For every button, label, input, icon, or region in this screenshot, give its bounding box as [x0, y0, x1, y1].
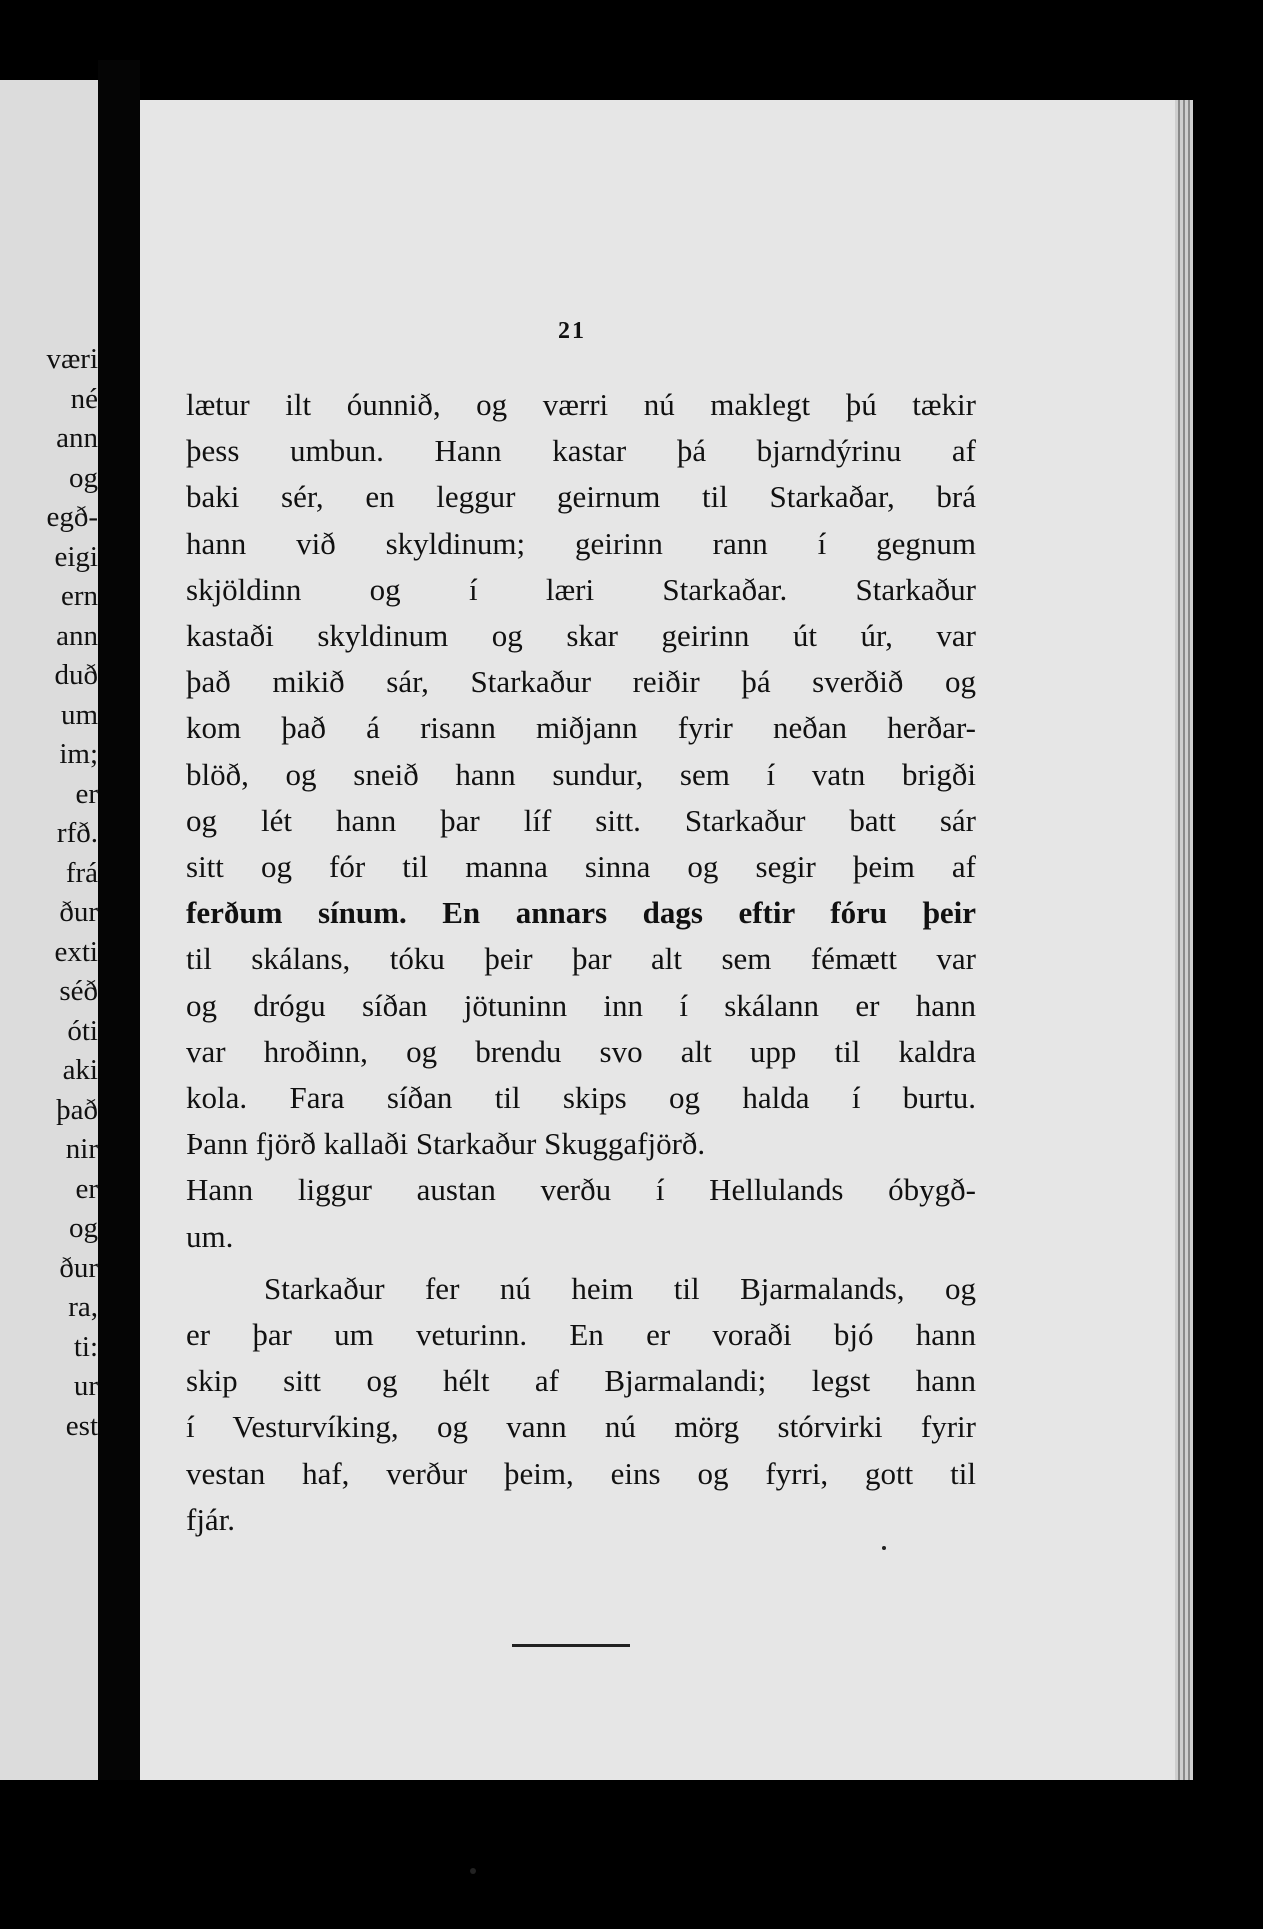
text-line: skip sitt og hélt af Bjarmalandi; legst hann [186, 1363, 976, 1399]
facing-page-fragment: est [65, 1409, 98, 1442]
facing-page-fragment: ður [59, 1251, 98, 1284]
text-line: kom það á risann miðjann fyrir neðan herðar- [186, 710, 976, 746]
facing-page-fragment: eigi [54, 540, 98, 573]
facing-page-fragment: og [69, 1212, 98, 1244]
facing-page-fragment: egð- [46, 501, 98, 533]
facing-page-fragment: rfð. [56, 817, 98, 849]
facing-page-fragment: það [56, 1093, 98, 1126]
facing-page-fragment: um [60, 698, 98, 731]
facing-page-fragment: er [75, 1172, 98, 1205]
text-line: þess umbun. Hann kastar þá bjarndýrinu af [186, 433, 976, 469]
facing-page-fragment: óti [67, 1014, 98, 1047]
facing-page-fragment: frá [65, 856, 98, 889]
text-line: hann við skyldinum; geirinn rann í gegnum [186, 525, 976, 561]
text-line: Starkaður fer nú heim til Bjarmalands, og [264, 1270, 976, 1306]
facing-page-fragment: ern [60, 580, 98, 612]
facing-page-fragment: ra, [68, 1291, 98, 1323]
facing-page-fragment: ður [59, 896, 98, 928]
facing-page-fragment: ur [73, 1370, 98, 1402]
facing-page-fragment: né [70, 382, 98, 415]
text-line: skjöldinn og í læri Starkaðar. Starkaður [186, 571, 976, 607]
text-line: Hann liggur austan verðu í Hellulands óbygð- [186, 1172, 976, 1208]
facing-page-fragment: im; [59, 738, 98, 770]
book-spine [98, 60, 140, 1780]
page-number: 21 [558, 318, 586, 344]
text-line: í Vesturvíking, og vann nú mörg stórvirki fyrir [186, 1409, 976, 1445]
page-edge [1175, 100, 1193, 1780]
facing-page-fragment: duð [54, 659, 98, 691]
text-line: kola. Fara síðan til skips og halda í burtu. [186, 1080, 976, 1115]
facing-page-fragment: ann [56, 619, 98, 652]
text-line: um. [186, 1218, 234, 1254]
text-line: var hroðinn, og brendu svo alt upp til kaldra [186, 1033, 976, 1069]
text-line: fjár. [186, 1501, 236, 1537]
facing-page-fragment: ti: [73, 1330, 98, 1363]
facing-page-fragment: nir [65, 1133, 98, 1165]
text-line: Þann fjörð kallaði Starkaður Skuggafjörð. [186, 1126, 706, 1162]
facing-page-fragment: er [75, 777, 98, 810]
ink-speck [470, 1868, 476, 1874]
facing-page-fragment: og [69, 461, 98, 494]
text-line: til skálans, tóku þeir þar alt sem fémætt var [186, 941, 976, 977]
text-line: ferðum sínum. En annars dags eftir fóru þeir [186, 895, 976, 931]
facing-page-fragment: séð [59, 975, 98, 1007]
text-line: það mikið sár, Starkaður reiðir þá sverðið og [186, 664, 976, 700]
text-line: blöð, og sneið hann sundur, sem í vatn brigði [186, 756, 976, 792]
facing-page-fragment: ann [56, 422, 98, 454]
facing-page-fragment: væri [46, 343, 98, 375]
text-line: er þar um veturinn. En er voraði bjó hann [186, 1317, 976, 1352]
section-divider [512, 1644, 630, 1647]
ink-speck [882, 1546, 886, 1550]
text-line: og lét hann þar líf sitt. Starkaður batt sár [186, 802, 976, 838]
text-line: kastaði skyldinum og skar geirinn út úr, var [186, 618, 976, 653]
facing-page-fragment: aki [62, 1054, 98, 1086]
facing-page-fragment: exti [54, 935, 98, 968]
text-line: og drógu síðan jötuninn inn í skálann er hann [186, 987, 976, 1023]
text-line: baki sér, en leggur geirnum til Starkaðar, brá [186, 479, 976, 515]
text-line: lætur ilt óunnið, og værri nú maklegt þú tækir [186, 387, 976, 422]
text-line: vestan haf, verður þeim, eins og fyrri, gott til [186, 1455, 976, 1491]
text-line: sitt og fór til manna sinna og segir þeim af [186, 849, 976, 884]
